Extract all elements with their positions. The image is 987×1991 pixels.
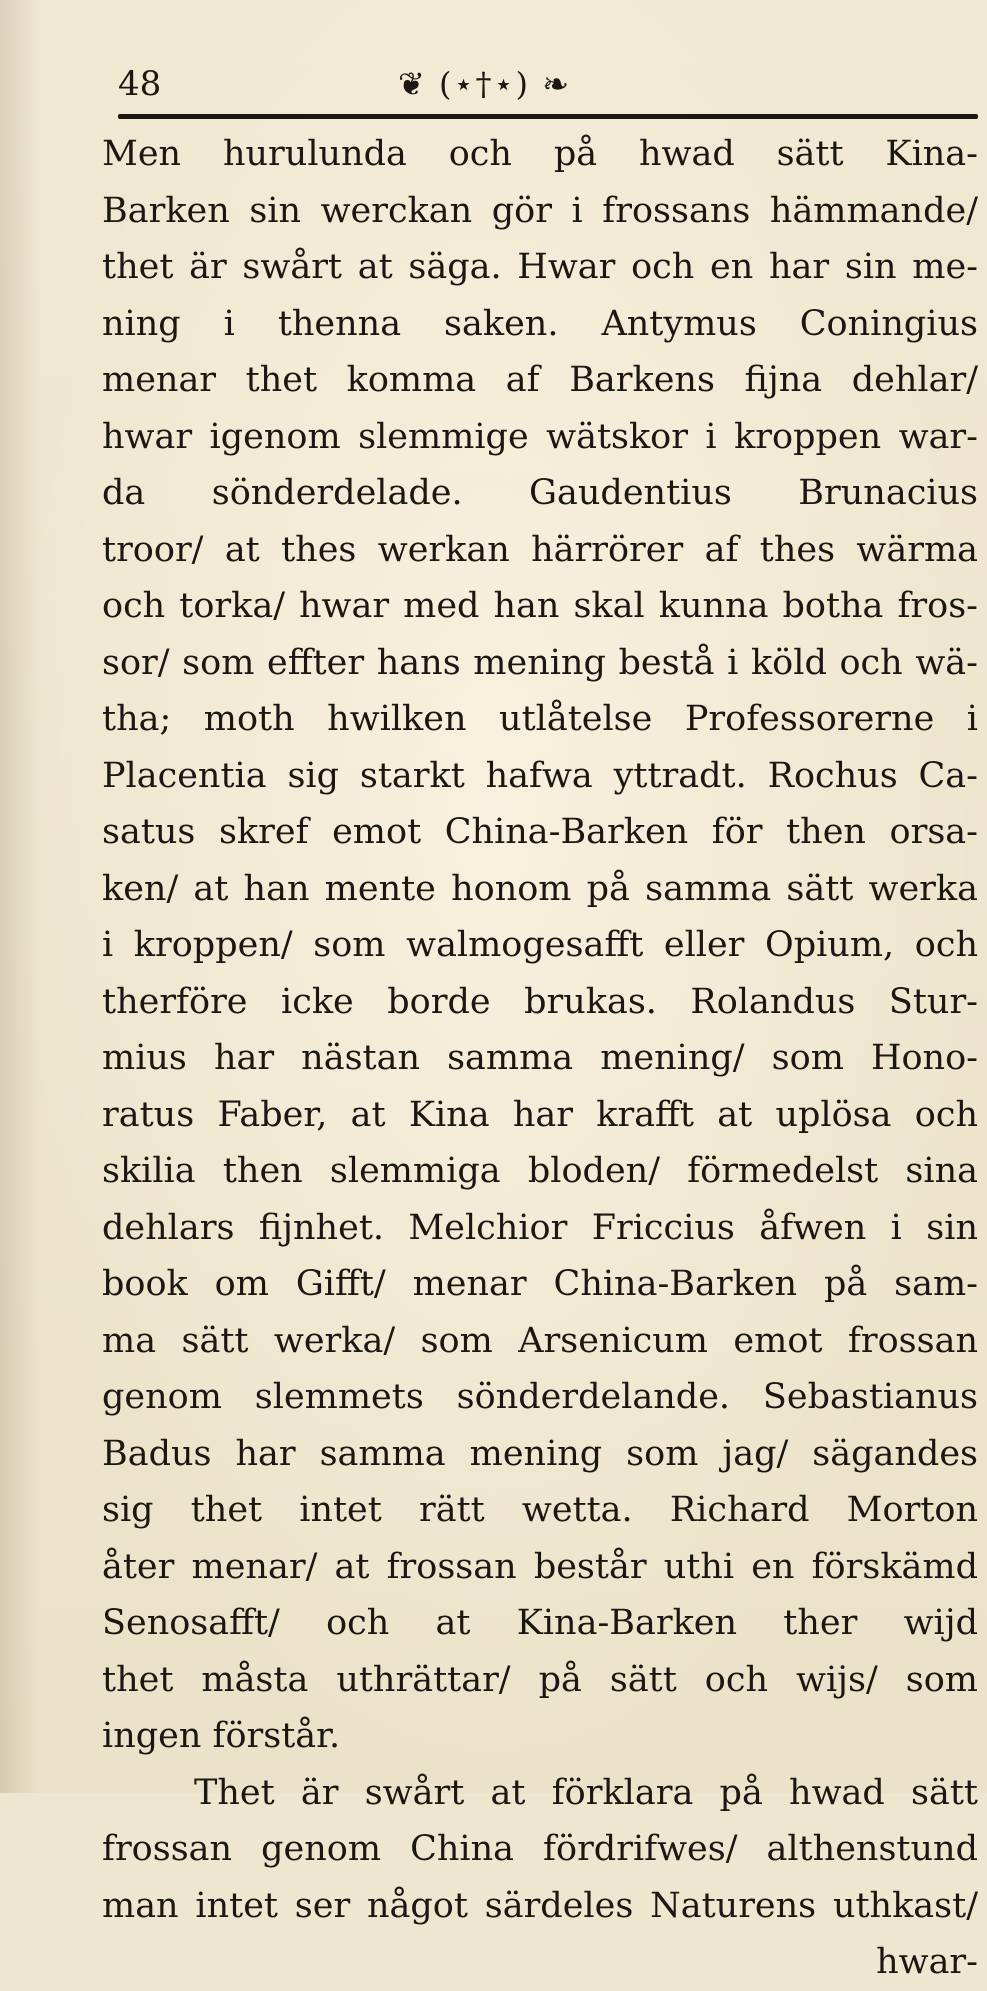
text-line: skilia then slemmiga bloden/ förmedelst sina	[102, 1151, 978, 1191]
text-line: ken/ at han mente honom på samma sätt werka	[102, 868, 978, 909]
text-line: Placentia sig starkt hafwa yttradt. Rochus Ca-	[102, 755, 978, 796]
text-line: ma sätt werka/ som Arsenicum emot frossan	[102, 1320, 978, 1361]
body-text	[102, 126, 978, 1991]
text-line: i kroppen/ som walmogesafft eller Opium, och	[102, 925, 978, 965]
text-line: sig thet intet rätt wetta. Richard Morton	[102, 1490, 978, 1530]
text-line: frossan genom China fördrifwes/ althenstund	[102, 1829, 978, 1869]
text-line: tha; moth hwilken utlåtelse Professorerne i	[102, 699, 978, 739]
text-line: Barken sin werckan gör i frossans hämmande/	[102, 190, 978, 231]
text-line: dehlars fijnhet. Melchior Friccius åfwen i sin	[102, 1207, 978, 1248]
text-line: och torka/ hwar med han skal kunna botha fros-	[102, 586, 978, 626]
text-line: Senosafft/ och at Kina-Barken ther wijd	[102, 1603, 978, 1643]
text-line: mius har nästan samma mening/ som Hono-	[102, 1038, 978, 1078]
text-line: sor/ som effter hans mening bestå i köld och wä-	[102, 642, 978, 683]
text-line: troor/ at thes werkan härrörer af thes wärma	[102, 529, 978, 570]
paragraph-start-line: Thet är swårt at förklara på hwad sätt	[194, 1772, 978, 1813]
header-ornament: ❦ (⋆†⋆) ❧	[398, 65, 571, 103]
text-line: man intet ser något särdeles Naturens uthkast/	[102, 1885, 978, 1926]
header-rule	[118, 114, 978, 119]
page-header	[118, 62, 980, 122]
text-line: hwar igenom slemmige wätskor i kroppen war-	[102, 416, 978, 457]
text-line: Men hurulunda och på hwad sätt Kina-	[102, 134, 978, 174]
text-line: thet måsta uthrättar/ på sätt och wijs/ som	[102, 1659, 978, 1700]
text-line: satus skref emot China-Barken för then orsa-	[102, 812, 978, 852]
text-line: genom slemmets sönderdelande. Sebastianus	[102, 1377, 978, 1417]
text-line: ingen förstår.	[102, 1716, 341, 1756]
text-line: ratus Faber, at Kina har krafft at uplösa och	[102, 1094, 978, 1135]
text-line: book om Gifft/ menar China-Barken på sam-	[102, 1264, 978, 1304]
gutter-shadow	[0, 0, 40, 1793]
text-line: Badus har samma mening som jag/ sägandes	[102, 1433, 978, 1474]
page-number: 48	[118, 64, 162, 104]
text-line: therföre icke borde brukas. Rolandus Stur-	[102, 981, 978, 1022]
text-line: da sönderdelade. Gaudentius Brunacius	[102, 473, 978, 513]
catchword: hwar-	[876, 1942, 978, 1982]
text-line: åter menar/ at frossan består uthi en förskämd	[102, 1546, 978, 1587]
text-line: menar thet komma af Barkens fijna dehlar/	[102, 360, 978, 400]
text-line: ning i thenna saken. Antymus Coningius	[102, 303, 978, 344]
text-line: thet är swårt at säga. Hwar och en har sin me-	[102, 247, 978, 287]
